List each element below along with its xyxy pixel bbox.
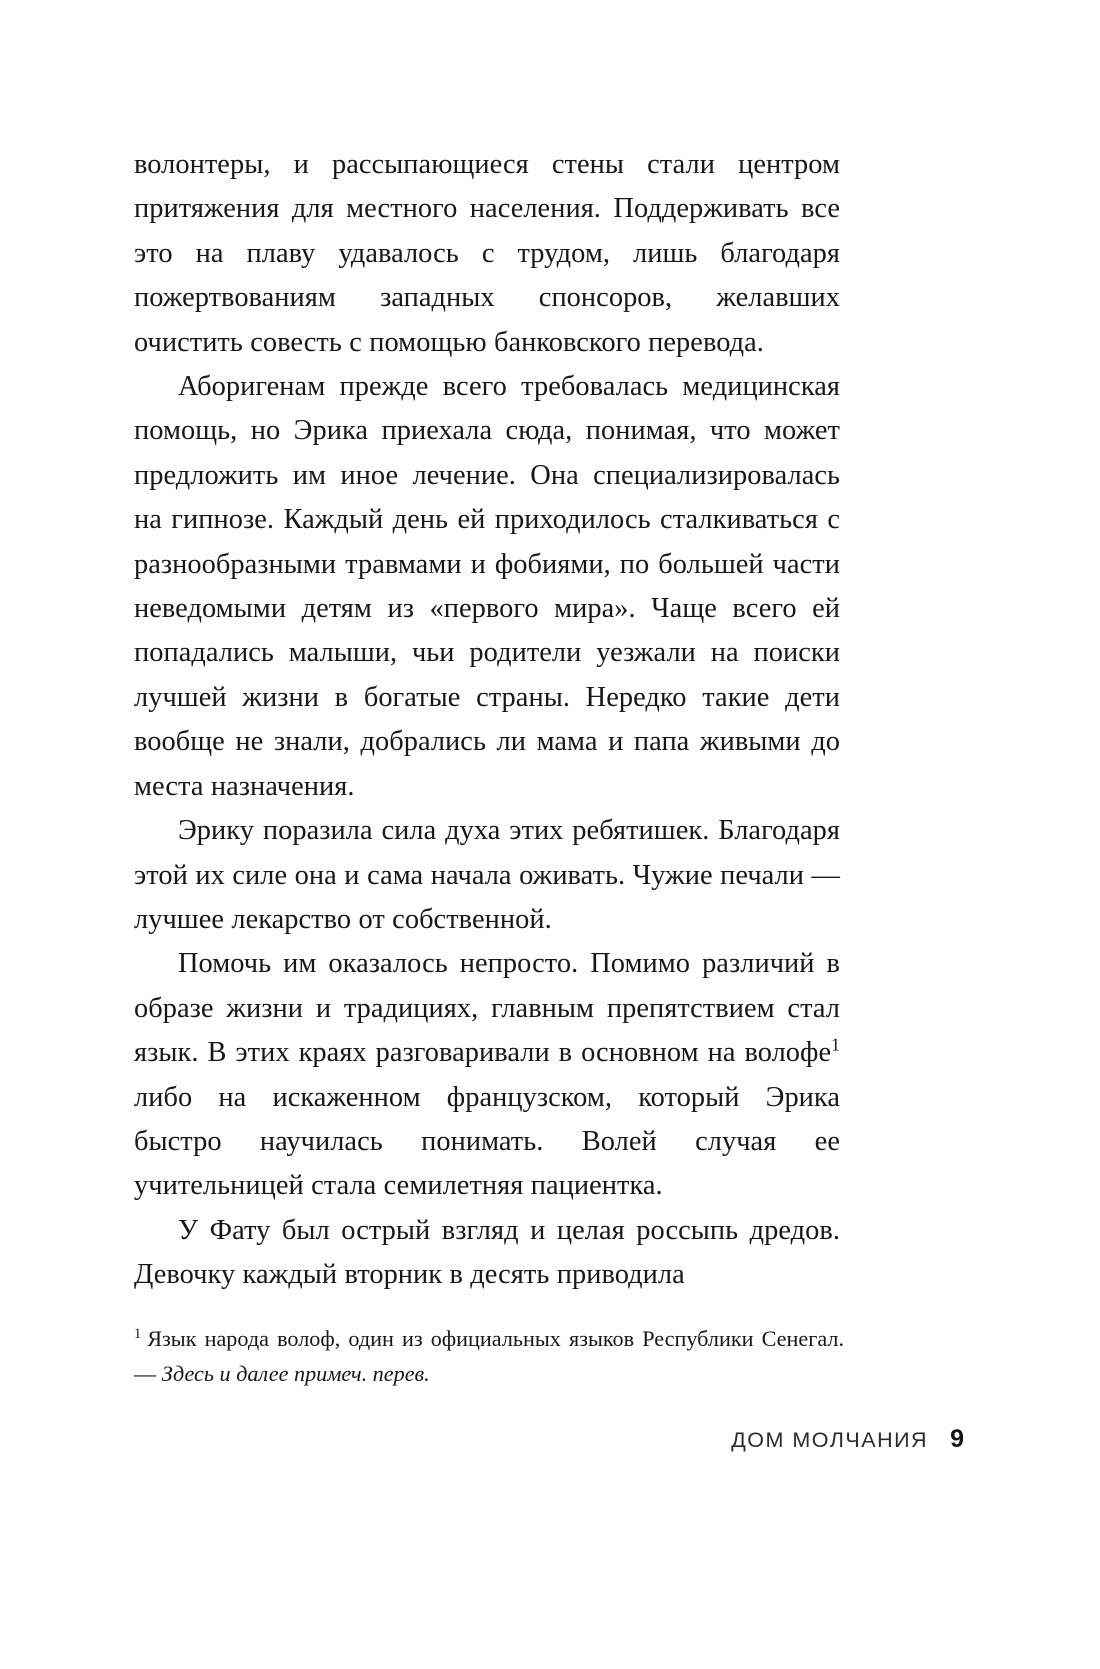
- paragraph-1: волонтеры, и рассыпающиеся стены стали центром притяжения для местного населения. Поддерживать все это на плаву удавалось с трудом, лишь благодаря пожертвованиям западных спонсоров, желавших очистить совесть с помощью банковского перевода.: [134, 149, 840, 358]
- page-text-block: [134, 143, 840, 1298]
- footnote-block: [134, 1322, 844, 1391]
- footnote-translator-note: Здесь и далее примеч. перев.: [161, 1360, 430, 1386]
- paragraph-2: Аборигенам прежде всего требовалась медицинская помощь, но Эрика приехала сюда, понимая, что может предложить им иное лечение. Она специализировалась на гипнозе. Каждый день ей приходилось сталкиваться с разнообразными травмами и фобиями, по большей части неведомыми детям из «первого мира». Чаще всего ей попадались малыши, чьи родители уезжали на поиски лучшей жизни в богатые страны. Нередко такие дети вообще не знали, добрались ли мама и папа живыми до места назначения.: [134, 371, 840, 802]
- running-title: ДОМ МОЛЧАНИЯ: [731, 1428, 929, 1452]
- footnote-body-text: Язык народа волоф, один из официальных языков Республики Сенегал. —: [134, 1326, 844, 1386]
- paragraph-3: Эрику поразила сила духа этих ребятишек. Благодаря этой их силе она и сама начала оживать. Чужие печали — лучшее лекарство от собственной.: [134, 815, 840, 935]
- footnote-marker-icon: 1: [134, 1325, 142, 1342]
- page-number: 9: [950, 1425, 964, 1453]
- paragraph-4-part-a: Помочь им оказалось непросто. Помимо различий в образе жизни и традициях, главным препятствием стал язык. В этих краях разговаривали в основном на волофе: [134, 948, 840, 1069]
- paragraph-5: У Фату был острый взгляд и целая россыпь дредов. Девочку каждый вторник в десять приводила: [134, 1214, 840, 1291]
- footnote-reference-1[interactable]: 1: [831, 1034, 840, 1055]
- paragraph-4-part-b: либо на искаженном французском, который Эрика быстро научилась понимать. Волей случая ее учительницей стала семилетняя пациентка.: [134, 1081, 840, 1202]
- page-footer: [731, 1425, 964, 1454]
- paragraph-4: [134, 942, 840, 1208]
- footnote-line: [134, 1322, 844, 1391]
